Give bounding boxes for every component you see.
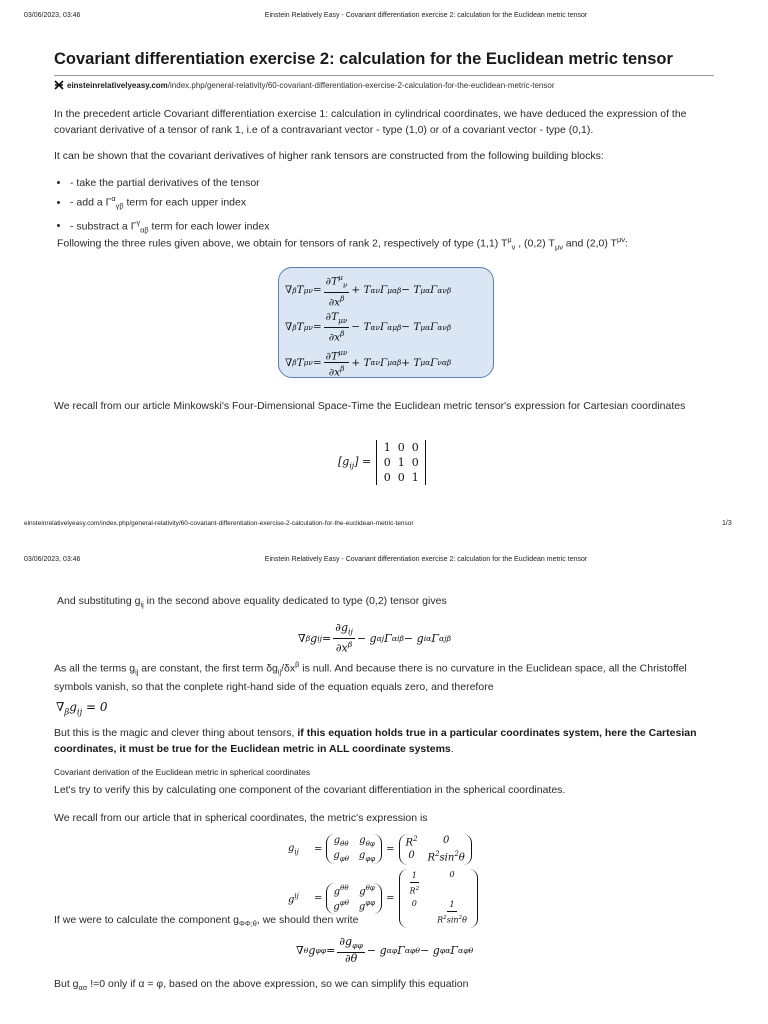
covariant-metric-row: $g_{ij}$ = $g_{\theta\theta}$ $g_{\theta\varphi}$ $g_{\varphi\theta}$ $g_{\varphi\varphi}$ = $R^2$ 0 0 $R^2\sin^2\theta$ — [288, 834, 478, 865]
page1-footer-url: einsteinrelativelyeasy.com/index.php/general-relativity/60-covariant-differentiation-exercise-2-calculation-for-the-euclidean-metric-tensor — [24, 520, 414, 527]
equation-type-0-2: ∇ β T μν = $\frac{\partial T_{\mu\nu}}{\partial x^\beta}$ − T αν Γ α μβ − T μα Γ α νβ — [285, 311, 452, 344]
metric-covariant-equation: ∇ β g ij = $\frac{\partial g_{ij}}{\partial x^\beta}$ − g αj Γ α iβ − g iα Γ α jβ — [298, 621, 452, 655]
simplify-paragraph: But $g_{\alpha\sigma}$ !=0 only if α = φ, based on the above expression, so we can simplify this equation — [54, 978, 469, 993]
minkowski-paragraph: We recall from our article Minkowski's Four-Dimensional Space-Time the Euclidean metric tensor's expression for Cartesian coordinates — [54, 400, 686, 412]
source-domain: einsteinrelativelyeasy.com — [67, 80, 168, 90]
page1-header-datetime: 03/06/2023, 03:46 — [24, 12, 81, 19]
page1-header-title: Einstein Relatively Easy - Covariant differentiation exercise 2: calculation for the Euclidean metric tensor — [264, 12, 588, 19]
rule-item: • - add a $\Gamma^\alpha_{\gamma\beta}$ term for each upper index — [70, 191, 654, 215]
source-path: /index.php/general-relativity/60-covariant-differentiation-exercise-2-calculation-for-the-euclidean-metric-tensor — [167, 80, 555, 90]
equation-type-1-1: ∇ β T μ ν = $\frac{\partial T^\mu_\nu}{\partial x^\beta}$ + T α ν Γ μ αβ − T μ α Γ α νβ — [285, 273, 452, 309]
source-line — [54, 80, 555, 90]
intro-paragraph: In the precedent article Covariant differentiation exercise 1: calculation in cylindrical coordinates, we have deduced the expression of the covariant derivative of a tensor of rank 1, i.e of a contravariant vector - type (1,0) or of a covariant vector - type (0,1). — [54, 108, 687, 136]
title-divider — [54, 75, 714, 76]
page2-header-title: Einstein Relatively Easy - Covariant differentiation exercise 2: calculation for the Euclidean metric tensor — [264, 556, 588, 563]
constant-terms-paragraph: As all the terms $g_{ij}$ are constant, the first term $\delta g_{ij}/\delta x^\beta$ is null. And because there is no curvature in the Euclidean space, all the Christoffel symbols vanish, so that the conplete right-hand side of the equation equals zero, and therefore — [54, 660, 687, 694]
building-blocks-paragraph: It can be shown that the covariant derivatives of higher rank tensors are constructed from the following building blocks: — [54, 150, 604, 162]
verify-paragraph: Let's try to verify this by calculating one component of the covariant differentiation in the spherical coordinates. — [54, 784, 566, 796]
contravariant-metric-row: $g^{ij}$ = $g^{\theta\theta}$ $g^{\theta\varphi}$ $g^{\varphi\theta}$ $g^{\varphi\varphi}$ = $\frac{1}{R^2}$ 0 0 $\frac{1}{R^2\sin^2\theta}$ — [288, 869, 478, 928]
zero-derivative-equation: $\nabla_\beta g_{ij} = 0$ — [56, 700, 108, 717]
magic-tensors-paragraph: But this is the magic and clever thing about tensors, if this equation holds true in a particular coordinates system, here the Cartesian coordinates, it must be true for the Euclidean metric in ALL coordinate systems. — [54, 727, 697, 755]
component-equation: ∇ θ g φφ = $\frac{\partial g_{\varphi\varphi}}{\partial\theta}$ − g αφ Γ α φθ − g φα Γ α φθ — [296, 935, 474, 966]
equation-type-2-0: ∇ β T μν = $\frac{\partial T^{\mu\nu}}{\partial x^\beta}$ + T αν Γ μ αβ + T μα Γ ν αβ — [285, 347, 452, 379]
rules-list — [54, 175, 654, 238]
rule-item: • - take the partial derivatives of the tensor — [70, 175, 654, 191]
page1-footer-page: 1/3 — [722, 520, 732, 527]
rank2-equations-box — [278, 267, 494, 378]
identity-matrix: 1 0 0 0 1 0 0 0 1 — [376, 440, 426, 485]
spherical-subheading: Covariant derivation of the Euclidean metric in spherical coordinates — [54, 767, 311, 777]
einstein-favicon-icon — [54, 80, 64, 90]
article-title: Covariant differentiation exercise 2: calculation for the Euclidean metric tensor — [54, 50, 673, 68]
source-link[interactable] — [67, 81, 555, 90]
rule-item: • - substract a $\Gamma^\gamma_{\alpha\beta}$ term for each lower index — [70, 215, 654, 239]
component-paragraph: If we were to calculate the component $g_{\Phi\Phi;\theta}$, we should then write — [54, 914, 359, 929]
euclidean-metric-matrix: $[g_{ij}]$ = 1 0 0 0 1 0 0 0 1 — [338, 440, 426, 485]
page2-header-datetime: 03/06/2023, 03:46 — [24, 556, 81, 563]
substitution-paragraph: And substituting $g_{ij}$ in the second above equality dedicated to type (0,2) tensor gives — [57, 595, 447, 610]
rank2-paragraph: Following the three rules given above, we obtain for tensors of rank 2, respectively of type (1,1) $T^\mu_\nu$ , (0,2) $T_{\mu\nu}$ and (2,0) $T^{\mu\nu}$: — [57, 235, 628, 252]
spherical-recall-paragraph: We recall from our article that in spherical coordinates, the metric's expression is — [54, 812, 428, 824]
